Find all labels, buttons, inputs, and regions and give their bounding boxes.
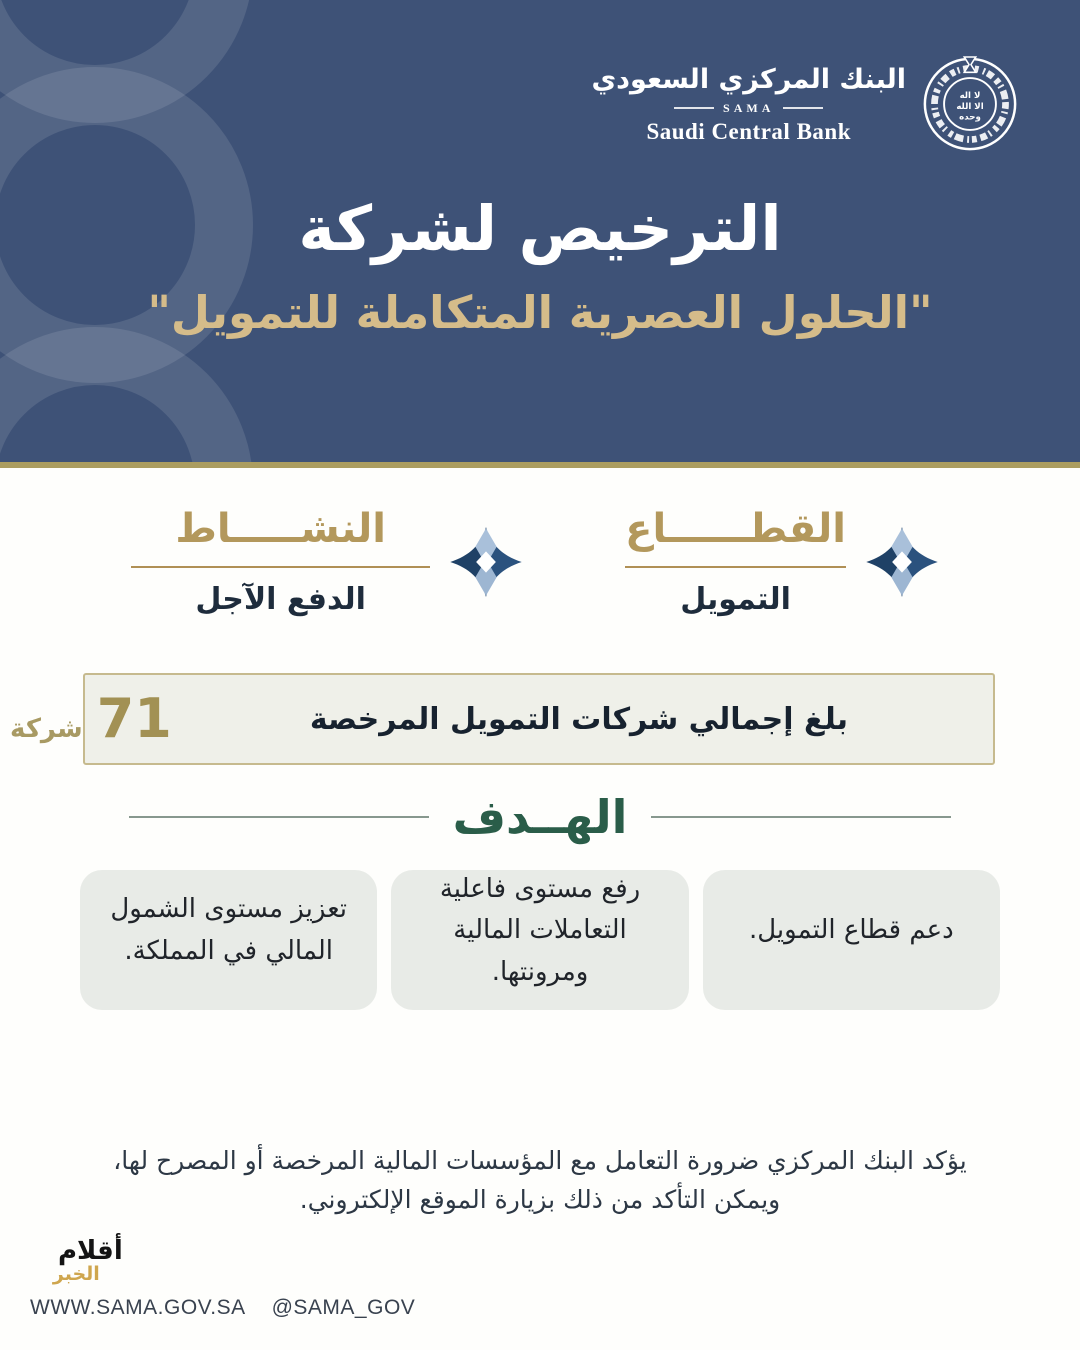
goal-title: الهــدف: [452, 790, 628, 844]
diamond-icon: [448, 524, 524, 600]
sama-acronym: SAMA: [723, 100, 775, 115]
goal-card: [703, 870, 1000, 1010]
activity-text-block: [131, 506, 430, 617]
sector-text-block: [625, 506, 846, 617]
social-handle: @SAMA_GOV: [271, 1296, 416, 1319]
page-title: الترخيص لشركة: [298, 192, 782, 265]
website-url: WWW.SAMA.GOV.SA: [30, 1296, 246, 1319]
goal-card-text: دعم قطاع التمويل.: [748, 915, 954, 946]
goal-card: [391, 870, 688, 1010]
activity-group: [131, 506, 524, 617]
goal-cards: [80, 870, 1000, 1010]
sama-seal-icon: [922, 56, 1018, 152]
sama-arabic-calligraphy: البنك المركزي السعودي: [591, 63, 906, 95]
sama-brand-logo: [591, 56, 1018, 152]
footer-links: [30, 1296, 415, 1320]
note-line-1: يؤكد البنك المركزي ضرورة التعامل مع المؤسسات المالية المرخصة أو المصرح لها،: [113, 1146, 967, 1175]
goal-card-text: رفع مستوى فاعلية التعاملات المالية ومرونتها.: [439, 873, 641, 987]
stat-unit: شركة: [10, 714, 83, 744]
note-line-2: ويمكن التأكد من ذلك بزيارة الموقع الإلكتروني.: [299, 1184, 781, 1214]
watermark-bottom-text: الخبر: [52, 1263, 100, 1285]
stat-figure: [10, 687, 172, 750]
goal-divider-line: [129, 816, 429, 818]
diamond-icon: [864, 524, 940, 600]
sama-wordmark: [591, 64, 906, 145]
goal-heading: [0, 792, 1080, 843]
disclaimer-note: [0, 1142, 1080, 1220]
rule-line: [674, 107, 714, 109]
activity-label: النشـــــاط: [131, 506, 430, 568]
sector-value: التمويل: [680, 582, 791, 617]
rule-line: [783, 107, 823, 109]
sector-group: [625, 506, 940, 617]
svg-text:وحده: وحده: [959, 112, 981, 123]
publisher-watermark-logo: [52, 1236, 123, 1285]
sama-acronym-row: [674, 101, 823, 116]
sama-english-name: Saudi Central Bank: [646, 118, 851, 144]
activity-value: الدفع الآجل: [195, 582, 366, 617]
goal-card: [80, 870, 377, 1010]
stat-box: [10, 673, 995, 765]
pattern-ring: [0, 327, 253, 462]
svg-text:لا اله: لا اله: [959, 91, 981, 102]
goal-divider-line: [651, 816, 951, 818]
sector-label: القطــــــاع: [625, 506, 846, 568]
goal-card-text: تعزيز مستوى الشمول المالي في المملكة.: [110, 894, 348, 966]
page-subtitle: "الحلول العصرية المتكاملة للتمويل": [147, 286, 933, 339]
gold-divider: [0, 462, 1080, 468]
stat-text: بلغ إجمالي شركات التمويل المرخصة: [309, 701, 848, 737]
stat-number: 71: [96, 687, 172, 750]
header-banner: [0, 0, 1080, 462]
svg-text:الا الله: الا الله: [956, 101, 984, 112]
watermark-top-text: أقلام: [58, 1236, 123, 1266]
